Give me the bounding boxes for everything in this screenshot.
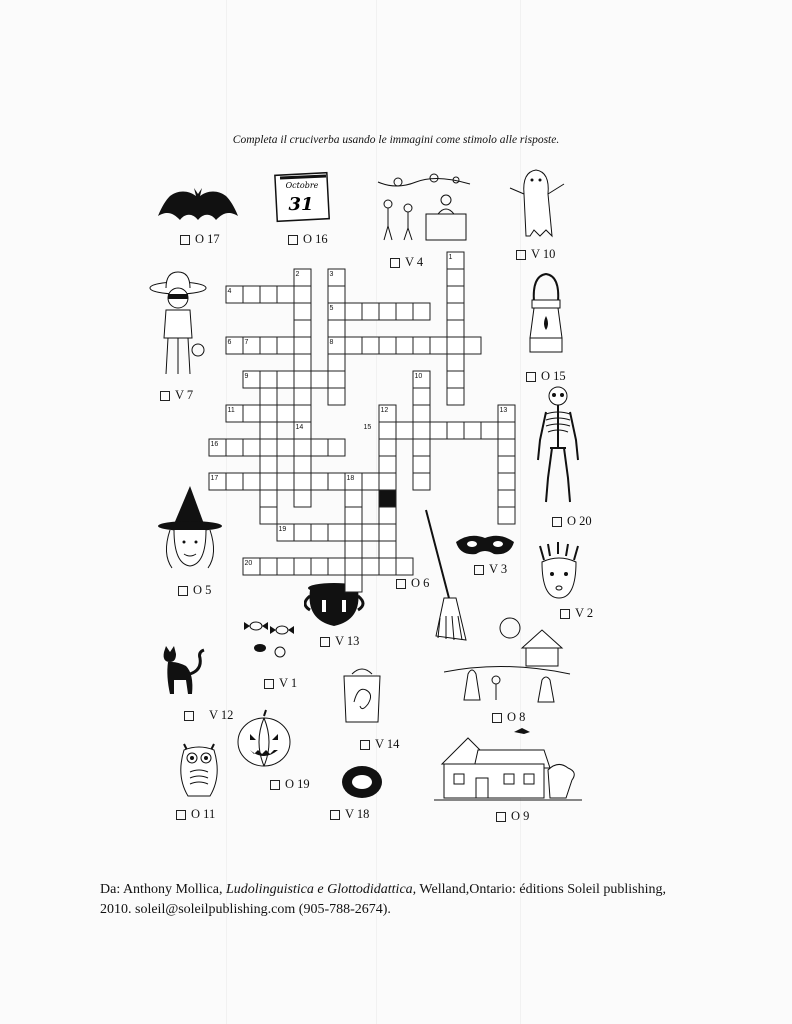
clue-pumpkin[interactable] (270, 777, 310, 792)
crossword-cell[interactable] (345, 524, 362, 541)
crossword-cell[interactable] (243, 473, 260, 490)
crossword-cell[interactable] (362, 337, 379, 354)
clue-label: V 13 (335, 634, 360, 648)
lantern-picture (524, 268, 568, 360)
clue-bag[interactable] (360, 737, 399, 752)
grid-number: 16 (210, 441, 219, 448)
crossword-cell[interactable] (413, 405, 430, 422)
crossword-cell[interactable] (294, 269, 311, 286)
crossword-cell[interactable] (430, 422, 447, 439)
clue-lantern[interactable] (526, 369, 566, 384)
crossword-cell[interactable] (294, 524, 311, 541)
skeleton-picture (534, 384, 582, 508)
checkbox-owl[interactable] (176, 810, 186, 820)
checkbox-mask[interactable] (474, 565, 484, 575)
grid-number: 13 (499, 407, 508, 414)
crossword-cell[interactable] (260, 456, 277, 473)
cowboy-picture (148, 268, 210, 380)
crossword-cell[interactable] (328, 320, 345, 337)
checkbox-lantern[interactable] (526, 372, 536, 382)
crossword-cell[interactable] (328, 337, 345, 354)
black-cell (379, 490, 396, 507)
crossword-cell[interactable] (260, 388, 277, 405)
clue-trick-or-treat[interactable] (492, 710, 525, 725)
crossword-cell[interactable] (447, 354, 464, 371)
grid-number: 19 (278, 526, 287, 533)
crossword-cell[interactable] (328, 354, 345, 371)
crossword-cell[interactable] (379, 422, 396, 439)
clue-bat[interactable] (180, 232, 220, 247)
crossword-cell[interactable] (447, 320, 464, 337)
crossword-cell[interactable] (311, 439, 328, 456)
grid-number: 11 (227, 407, 235, 414)
crossword-cell[interactable] (226, 439, 243, 456)
crossword-cell[interactable] (379, 541, 396, 558)
grid-number: 5 (329, 305, 334, 312)
crossword-cell[interactable] (294, 371, 311, 388)
crossword-cell[interactable] (328, 269, 345, 286)
crossword-cell[interactable] (362, 524, 379, 541)
crossword-cell[interactable] (328, 303, 345, 320)
crossword-cell[interactable] (379, 303, 396, 320)
crossword-cell[interactable] (413, 439, 430, 456)
crossword-cell[interactable] (294, 320, 311, 337)
grid-number: 10 (414, 373, 423, 380)
crossword-cell[interactable] (379, 558, 396, 575)
grid-number: 7 (244, 339, 249, 346)
clue-label: V 14 (375, 737, 400, 751)
clue-witch[interactable] (178, 583, 211, 598)
crossword-cell[interactable] (498, 473, 515, 490)
clue-scared[interactable] (560, 606, 593, 621)
crossword-cell[interactable] (345, 473, 362, 490)
crossword-cell[interactable] (345, 558, 362, 575)
crossword-cell[interactable] (498, 422, 515, 439)
cat-picture (158, 644, 208, 696)
clue-hole[interactable] (330, 807, 369, 822)
clue-label: V 1 (279, 676, 298, 690)
crossword-cell[interactable] (328, 439, 345, 456)
checkbox-candy[interactable] (264, 679, 274, 689)
crossword-cell[interactable] (345, 507, 362, 524)
grid-number: 2 (295, 271, 300, 278)
grid-number: 3 (329, 271, 334, 278)
checkbox-scared[interactable] (560, 609, 570, 619)
grid-number: 18 (346, 475, 355, 482)
clue-label: O 20 (567, 514, 592, 528)
grid-number: 20 (244, 560, 253, 567)
grid-number: 17 (210, 475, 219, 482)
crossword-cell[interactable] (226, 337, 243, 354)
crossword-cell[interactable] (294, 456, 311, 473)
crossword-cell[interactable] (226, 405, 243, 422)
clue-label: V 3 (489, 562, 508, 576)
haunted-house-picture (434, 724, 584, 804)
crossword-cell[interactable] (447, 388, 464, 405)
crossword-cell[interactable] (294, 473, 311, 490)
calendar-month: Octobre (285, 181, 319, 190)
clue-owl[interactable] (176, 807, 215, 822)
bag-picture (340, 664, 384, 726)
crossword-cell[interactable] (362, 473, 379, 490)
crossword-cell[interactable] (447, 252, 464, 269)
credit-book-title: Ludolinguistica e Glottodidattica, (226, 882, 417, 897)
crossword-cell[interactable] (277, 286, 294, 303)
clue-label: O 17 (195, 232, 220, 246)
crossword-cell[interactable] (413, 422, 430, 439)
credit-line-2: 2010. soleil@soleilpublishing.com (905-788-2674). (100, 902, 391, 917)
clue-mask[interactable] (474, 562, 507, 577)
crossword-cell[interactable] (413, 456, 430, 473)
crossword-cell[interactable] (260, 337, 277, 354)
grid-number: 12 (380, 407, 389, 414)
crossword-cell[interactable] (362, 303, 379, 320)
crossword-cell[interactable] (379, 439, 396, 456)
checkbox-broom[interactable] (396, 579, 406, 589)
credit-publisher: Welland,Ontario: éditions Soleil publishing, (416, 882, 666, 897)
calendar-day: 31 (288, 194, 314, 215)
clue-label: V 12 (209, 708, 234, 722)
crossword-cell[interactable] (260, 439, 277, 456)
crossword-cell[interactable] (311, 473, 328, 490)
crossword-cell[interactable] (260, 422, 277, 439)
crossword-cell[interactable] (243, 439, 260, 456)
grid-number: 1 (448, 254, 453, 261)
crossword-cell[interactable] (277, 558, 294, 575)
crossword-cell[interactable] (294, 303, 311, 320)
checkbox-cauldron[interactable] (320, 637, 330, 647)
crossword-cell[interactable] (277, 371, 294, 388)
crossword-cell[interactable] (498, 456, 515, 473)
crossword-cell[interactable] (379, 473, 396, 490)
crossword-cell[interactable] (226, 473, 243, 490)
ghost-picture (506, 164, 568, 240)
crossword-cell[interactable] (294, 439, 311, 456)
crossword-cell[interactable] (260, 405, 277, 422)
crossword-cell[interactable] (345, 541, 362, 558)
clue-label: O 5 (193, 583, 212, 597)
crossword-cell[interactable] (447, 286, 464, 303)
checkbox-cowboy[interactable] (160, 391, 170, 401)
credit-line-1 (100, 880, 740, 900)
crossword-cell[interactable] (294, 490, 311, 507)
crossword-cell[interactable] (328, 371, 345, 388)
clue-label: V 18 (345, 807, 370, 821)
clue-label: O 19 (285, 777, 310, 791)
crossword-cell[interactable] (260, 286, 277, 303)
crossword-cell[interactable] (413, 473, 430, 490)
hole-picture (340, 764, 384, 800)
crossword-cell[interactable] (362, 558, 379, 575)
crossword-cell[interactable] (328, 473, 345, 490)
clue-label: O 9 (511, 809, 530, 823)
crossword-cell[interactable] (430, 337, 447, 354)
crossword-cell[interactable] (345, 337, 362, 354)
clue-cat[interactable] (184, 708, 233, 723)
clue-label: V 10 (531, 247, 556, 261)
crossword-cell[interactable] (464, 337, 481, 354)
candy-picture (242, 616, 298, 662)
clue-candy[interactable] (264, 676, 297, 691)
clue-cauldron[interactable] (320, 634, 359, 649)
crossword-cell[interactable] (396, 422, 413, 439)
crossword-cell[interactable] (396, 558, 413, 575)
grid-number: 9 (244, 373, 249, 380)
clue-label: O 8 (507, 710, 526, 724)
checkbox-bat[interactable] (180, 235, 190, 245)
grid-number: 6 (227, 339, 232, 346)
checkbox-pumpkin[interactable] (270, 780, 280, 790)
crossword-cell[interactable] (311, 558, 328, 575)
crossword-cell[interactable] (294, 558, 311, 575)
pumpkin-picture (234, 708, 294, 768)
crossword-cell[interactable] (294, 354, 311, 371)
clue-house[interactable] (496, 809, 529, 824)
checkbox-witch[interactable] (178, 586, 188, 596)
clue-party[interactable] (390, 255, 423, 270)
crossword-cell[interactable] (379, 456, 396, 473)
crossword-cell[interactable] (277, 473, 294, 490)
instruction-text: Completa il cruciverba usando le immagini come stimolo alle risposte. (232, 134, 560, 146)
crossword-cell[interactable] (481, 422, 498, 439)
checkbox-calendar[interactable] (288, 235, 298, 245)
crossword-cell[interactable] (243, 558, 260, 575)
crossword-cell[interactable] (277, 524, 294, 541)
grid-number: 15 (363, 424, 372, 431)
crossword-cell[interactable] (226, 286, 243, 303)
crossword-cell[interactable] (277, 337, 294, 354)
checkbox-hole[interactable] (330, 810, 340, 820)
crossword-cell[interactable] (311, 524, 328, 541)
clue-calendar[interactable] (288, 232, 328, 247)
checkbox-cat[interactable] (184, 711, 194, 721)
crossword-cell[interactable] (413, 337, 430, 354)
trick-or-treat-picture (444, 616, 574, 706)
crossword-cell[interactable] (413, 371, 430, 388)
crossword-cell[interactable] (260, 371, 277, 388)
grid-number: 14 (295, 424, 304, 431)
crossword-cell[interactable] (328, 388, 345, 405)
clue-label: O 16 (303, 232, 328, 246)
scared-boy-picture (536, 542, 582, 600)
checkbox-ghost[interactable] (516, 250, 526, 260)
crossword-cell[interactable] (209, 439, 226, 456)
crossword-cell[interactable] (379, 524, 396, 541)
crossword-cell[interactable] (498, 405, 515, 422)
checkbox-skeleton[interactable] (552, 517, 562, 527)
crossword-cell[interactable] (294, 337, 311, 354)
crossword-cell[interactable] (243, 286, 260, 303)
crossword-cell[interactable] (345, 490, 362, 507)
crossword-cell[interactable] (328, 286, 345, 303)
crossword-cell[interactable] (345, 303, 362, 320)
checkbox-bag[interactable] (360, 740, 370, 750)
witch-picture (156, 484, 222, 574)
checkbox-trick-or-treat[interactable] (492, 713, 502, 723)
crossword-cell[interactable] (498, 507, 515, 524)
crossword-cell[interactable] (498, 439, 515, 456)
crossword-cell[interactable] (447, 337, 464, 354)
clue-skeleton[interactable] (552, 514, 592, 529)
crossword-cell[interactable] (243, 371, 260, 388)
crossword-cell[interactable] (396, 303, 413, 320)
credit-text (100, 880, 740, 920)
grid-number: 8 (329, 339, 334, 346)
crossword-cell[interactable] (260, 558, 277, 575)
crossword-cell[interactable] (209, 473, 226, 490)
crossword-cell[interactable] (328, 558, 345, 575)
crossword-cell[interactable] (464, 422, 481, 439)
mask-picture (454, 530, 516, 558)
crossword-cell[interactable] (328, 524, 345, 541)
crossword-cell[interactable] (243, 337, 260, 354)
crossword-cell[interactable] (413, 388, 430, 405)
crossword-cell[interactable] (379, 337, 396, 354)
crossword-cell[interactable] (396, 337, 413, 354)
crossword-cell[interactable] (447, 269, 464, 286)
clue-broom[interactable] (396, 576, 429, 591)
credit-author: Da: Anthony Mollica, (100, 882, 226, 897)
clue-label: O 11 (191, 807, 216, 821)
crossword-cell[interactable] (447, 303, 464, 320)
crossword-cell[interactable] (260, 507, 277, 524)
crossword-cell[interactable] (498, 490, 515, 507)
crossword-cell[interactable] (294, 422, 311, 439)
crossword-cell[interactable] (447, 422, 464, 439)
calendar-picture (274, 168, 332, 224)
party-picture (376, 170, 472, 244)
clue-label: O 6 (411, 576, 430, 590)
clue-label: V 7 (175, 388, 194, 402)
crossword-cell[interactable] (379, 405, 396, 422)
crossword-cell[interactable] (294, 286, 311, 303)
crossword-cell[interactable] (311, 371, 328, 388)
crossword-cell[interactable] (277, 405, 294, 422)
crossword-cell[interactable] (413, 303, 430, 320)
clue-ghost[interactable] (516, 247, 555, 262)
bat-picture (158, 180, 238, 230)
crossword-cell[interactable] (345, 575, 362, 592)
owl-picture (174, 736, 224, 800)
crossword-cell[interactable] (260, 473, 277, 490)
crossword-cell[interactable] (277, 439, 294, 456)
crossword-cell[interactable] (447, 371, 464, 388)
crossword-cell[interactable] (294, 388, 311, 405)
checkbox-house[interactable] (496, 812, 506, 822)
clue-label: O 15 (541, 369, 566, 383)
crossword-cell[interactable] (379, 507, 396, 524)
crossword-cell[interactable] (294, 405, 311, 422)
crossword-cell[interactable] (243, 405, 260, 422)
crossword-cell[interactable] (260, 490, 277, 507)
checkbox-party[interactable] (390, 258, 400, 268)
clue-cowboy[interactable] (160, 388, 193, 403)
clue-label: V 4 (405, 255, 424, 269)
grid-number: 4 (227, 288, 232, 295)
clue-label: V 2 (575, 606, 594, 620)
